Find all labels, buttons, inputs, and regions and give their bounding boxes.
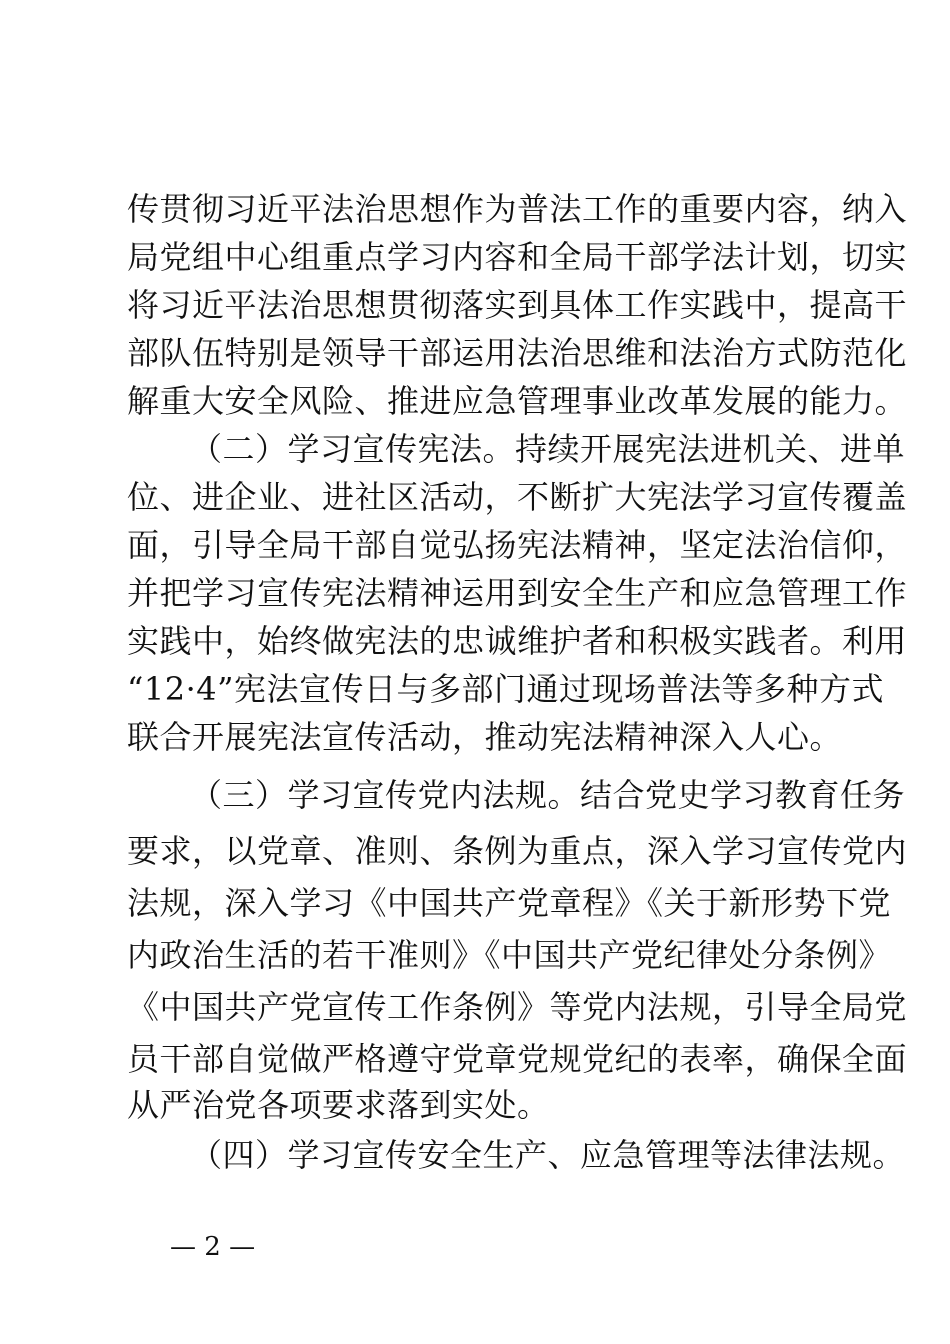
text-line: 员干部自觉做严格遵守党章党规党纪的表率，确保全面: [127, 1040, 908, 1078]
page-number: — 2 —: [170, 1232, 256, 1262]
text-line: 将习近平法治思想贯彻落实到具体工作实践中，提高干: [127, 286, 908, 324]
text-line: 法规，深入学习《中国共产党章程》《关于新形势下党: [127, 884, 892, 922]
text-line: 联合开展宪法宣传活动，推动宪法精神深入人心。: [127, 718, 843, 756]
text-line: 传贯彻习近平法治思想作为普法工作的重要内容，纳入: [127, 190, 908, 228]
text-line: 要求，以党章、准则、条例为重点，深入学习宣传党内: [127, 832, 908, 870]
paragraph-heading-4: （四）学习宣传安全生产、应急管理等法律法规。: [190, 1136, 906, 1174]
text-line: 部队伍特别是领导干部运用法治思维和法治方式防范化: [127, 334, 908, 372]
text-line: 《中国共产党宣传工作条例》等党内法规，引导全局党: [127, 988, 908, 1026]
text-line: 从严治党各项要求落到实处。: [127, 1086, 550, 1124]
text-line: 位、进企业、进社区活动，不断扩大宪法学习宣传覆盖: [127, 478, 908, 516]
text-line: 内政治生活的若干准则》《中国共产党纪律处分条例》: [127, 936, 892, 974]
text-line: 解重大安全风险、推进应急管理事业改革发展的能力。: [127, 382, 908, 420]
text-line: 并把学习宣传宪法精神运用到安全生产和应急管理工作: [127, 574, 908, 612]
text-line: 实践中，始终做宪法的忠诚维护者和积极实践者。利用: [127, 622, 908, 660]
paragraph-heading-2: （二）学习宣传宪法。持续开展宪法进机关、进单: [190, 430, 906, 468]
text-line: “12·4”宪法宣传日与多部门通过现场普法等多种方式: [127, 670, 884, 708]
paragraph-heading-3: （三）学习宣传党内法规。结合党史学习教育任务: [190, 776, 906, 814]
text-line: 局党组中心组重点学习内容和全局干部学法计划，切实: [127, 238, 908, 276]
text-line: 面，引导全局干部自觉弘扬宪法精神，坚定法治信仰，: [127, 526, 908, 564]
